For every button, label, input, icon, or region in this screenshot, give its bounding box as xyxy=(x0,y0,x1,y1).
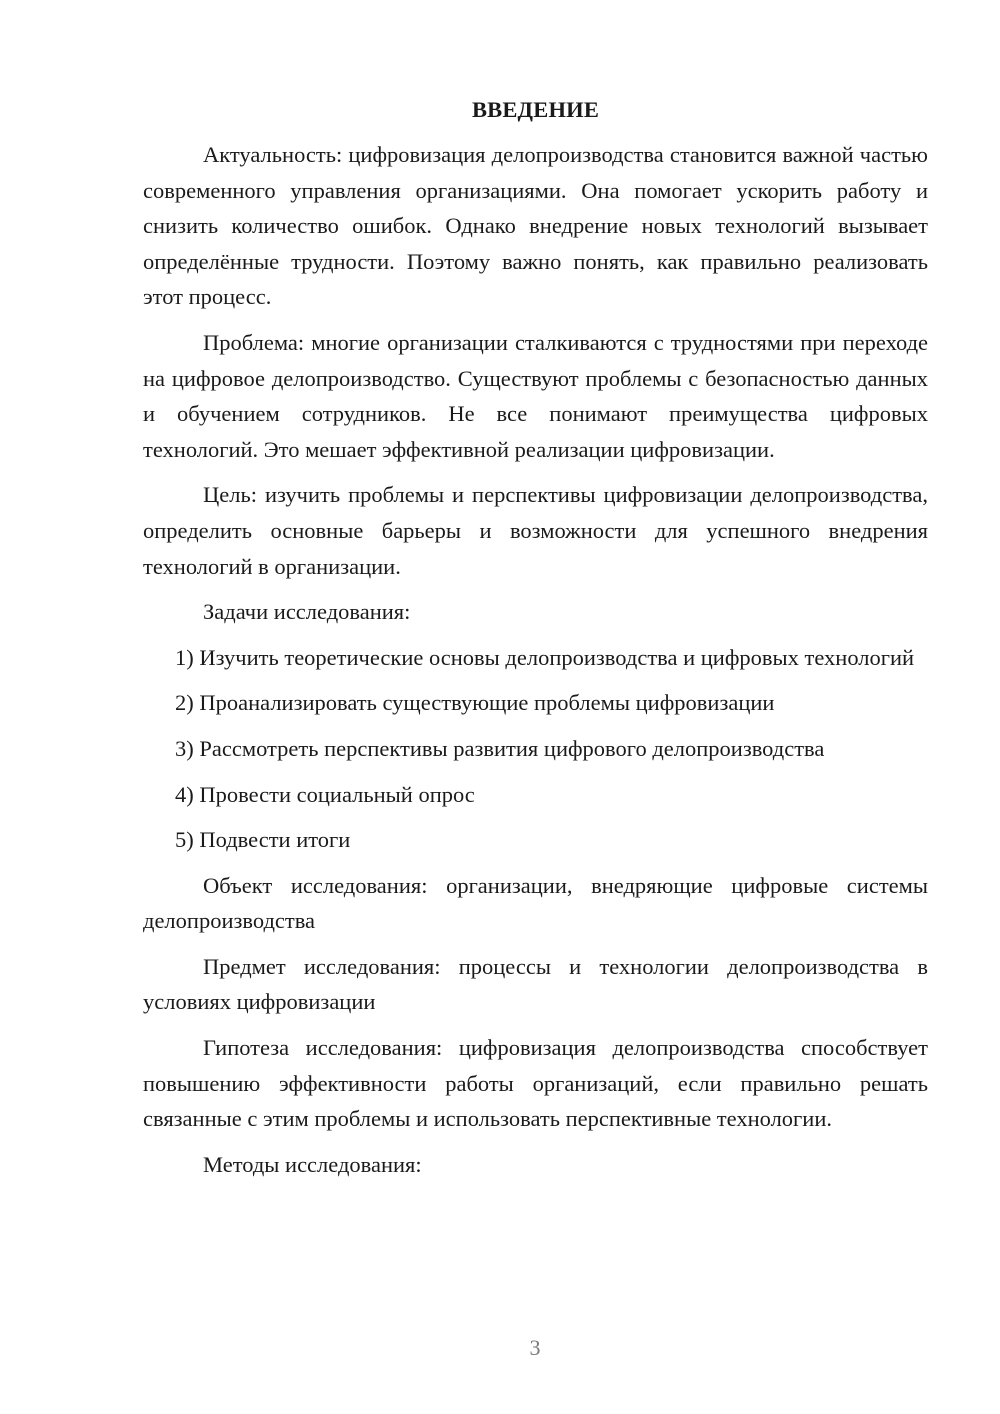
task-item-3: 3) Рассмотреть перспективы развития цифрового делопроизводства xyxy=(175,735,825,761)
section-title: ВВЕДЕНИЕ xyxy=(471,97,600,122)
task-item-4: 4) Провести социальный опрос xyxy=(175,781,475,807)
object-paragraph: Объект исследования: организации, внедряющие цифровые системы делопроизводства xyxy=(143,872,928,934)
task-item-2: 2) Проанализировать существующие проблемы цифровизации xyxy=(175,690,775,716)
page-number: 3 xyxy=(529,1335,541,1360)
methods-heading: Методы исследования: xyxy=(203,1151,422,1177)
hypothesis-paragraph: Гипотеза исследования: цифровизация делопроизводства способствует повышению эффективности работы организаций, если правильно решать связанные с этим проблемы и использовать перспективные технологии. xyxy=(143,1035,928,1132)
subject-paragraph: Предмет исследования: процессы и технологии делопроизводства в условиях цифровизации xyxy=(143,953,928,1015)
tasks-heading: Задачи исследования: xyxy=(203,599,411,625)
page-content xyxy=(143,92,928,1192)
relevance-paragraph: Актуальность: цифровизация делопроизводства становится важной частью современного управления организациями. Она помогает ускорить работу и снизить количество ошибок. Однако внедрение новых технологий вызывает определённые трудности. Поэтому важно понять, как правильно реализовать этот процесс. xyxy=(143,142,928,310)
problem-paragraph: Проблема: многие организации сталкиваются с трудностями при переходе на цифровое делопроизводство. Существуют проблемы с безопасностью данных и обучением сотрудников. Не все понимают преимущества цифровых технологий. Это мешает эффективной реализации цифровизации. xyxy=(143,329,928,462)
task-item-5: 5) Подвести итоги xyxy=(175,827,351,853)
task-item-1: 1) Изучить теоретические основы делопроизводства и цифровых технологий xyxy=(175,644,915,670)
goal-paragraph: Цель: изучить проблемы и перспективы цифровизации делопроизводства, определить основные барьеры и возможности для успешного внедрения технологий в организации. xyxy=(143,482,928,579)
